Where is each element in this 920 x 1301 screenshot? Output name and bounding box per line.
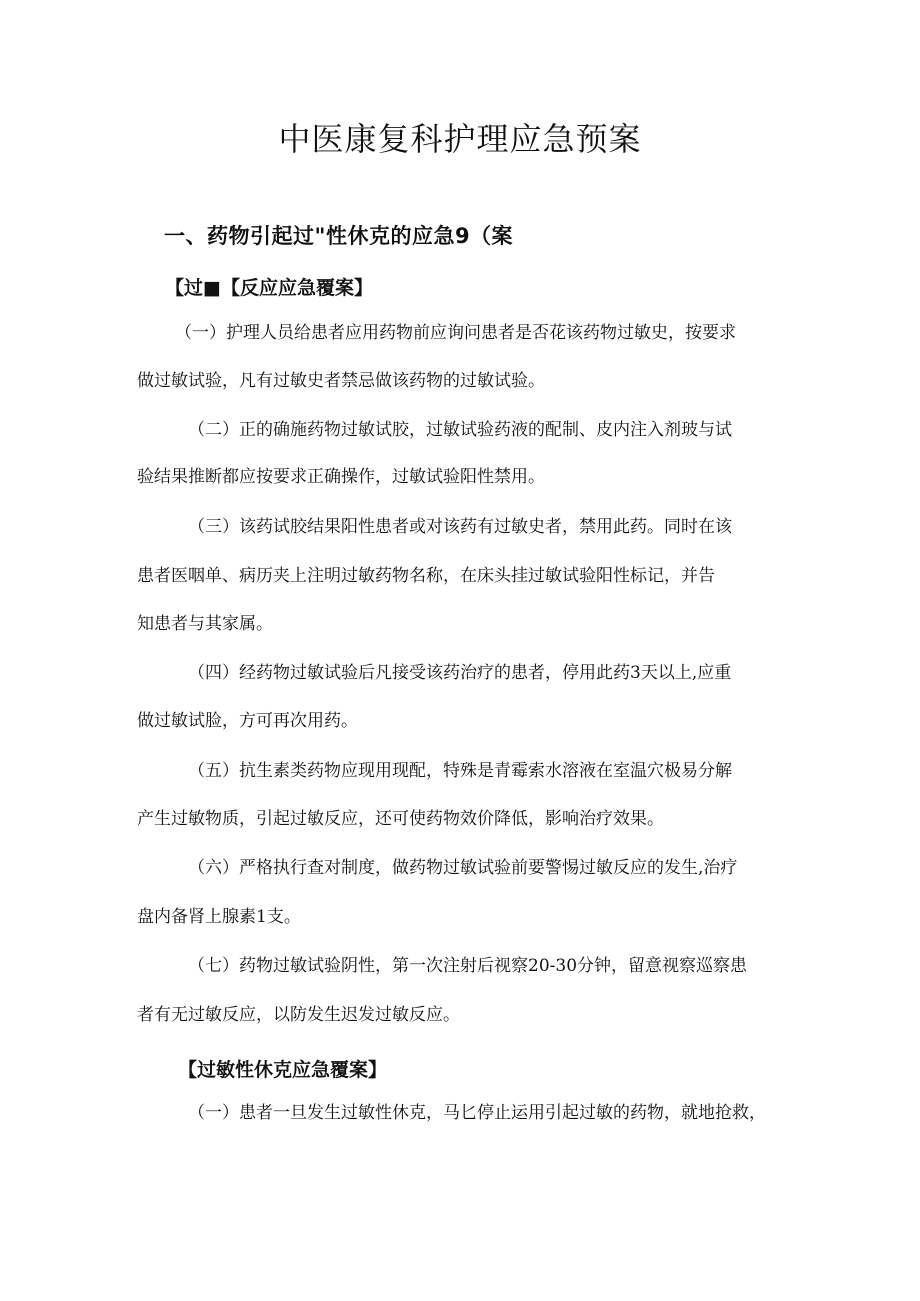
paragraph-line: 者有无过敏反应，以防发生迟发过敏反应。 — [137, 1005, 460, 1025]
paragraph-line: （一）患者一旦发生过敏性休克，马匕停止运用引起过敏的药物，就地抢救， — [188, 1103, 766, 1123]
paragraph-line: 做过敏试脸，方可再次用药。 — [137, 711, 358, 731]
paragraph-line: 患者医咽单、病历夹上注明过敏药物名称，在床头挂过敏试验阳性标记，并告 — [137, 566, 715, 586]
paragraph-line: （五）抗生素类药物应现用现配，特殊是青霉索水溶液在室温穴极易分解 — [188, 761, 732, 781]
paragraph-line: （七）药物过敏试验阴性，第一次注射后视察20-30分钟，留意视察巡察患 — [188, 956, 748, 976]
paragraph-line: 盘内备肾上腺素1支。 — [137, 907, 301, 927]
section-heading: 一、药物引起过"性休克的应急9（案 — [164, 224, 514, 248]
paragraph-line: 验结果推断都应按要求正确操作，过敏试验阳性禁用。 — [137, 467, 545, 487]
paragraph-line: 产生过敏物质，引起过敏反应，还可使药物效价降低，影响治疗效果。 — [137, 809, 664, 829]
paragraph-line: 知患者与其家属。 — [137, 614, 273, 634]
paragraph-line: 做过敏试验，凡有过敏史者禁忌做该药物的过敏试验。 — [137, 371, 545, 391]
paragraph-line: （一）护理人员给患者应用药物前应询问患者是否花该药物过敏史，按要求 — [175, 323, 736, 343]
subsection-heading-allergy: 【过■【反应应急覆案】 — [165, 277, 373, 299]
subsection-heading-shock: 【过敏性休克应急覆案】 — [178, 1059, 388, 1081]
page-title: 中医康复科护理应急预案 — [278, 120, 642, 158]
paragraph-line: （六）严格执行查对制度，做药物过敏试验前要警惕过敏反应的发生,治疗 — [188, 858, 738, 878]
paragraph-line: （三）该药试胶结果阳性患者或对该药有过敏史者，禁用此药。同时在该 — [188, 517, 732, 537]
paragraph-line: （二）正的确施药物过敏试胶，过敏试验药液的配制、皮内注入剂玻与试 — [188, 420, 732, 440]
paragraph-line: （四）经药物过敏试验后凡接受该药治疗的患者，停用此药3天以上,应重 — [188, 663, 732, 683]
